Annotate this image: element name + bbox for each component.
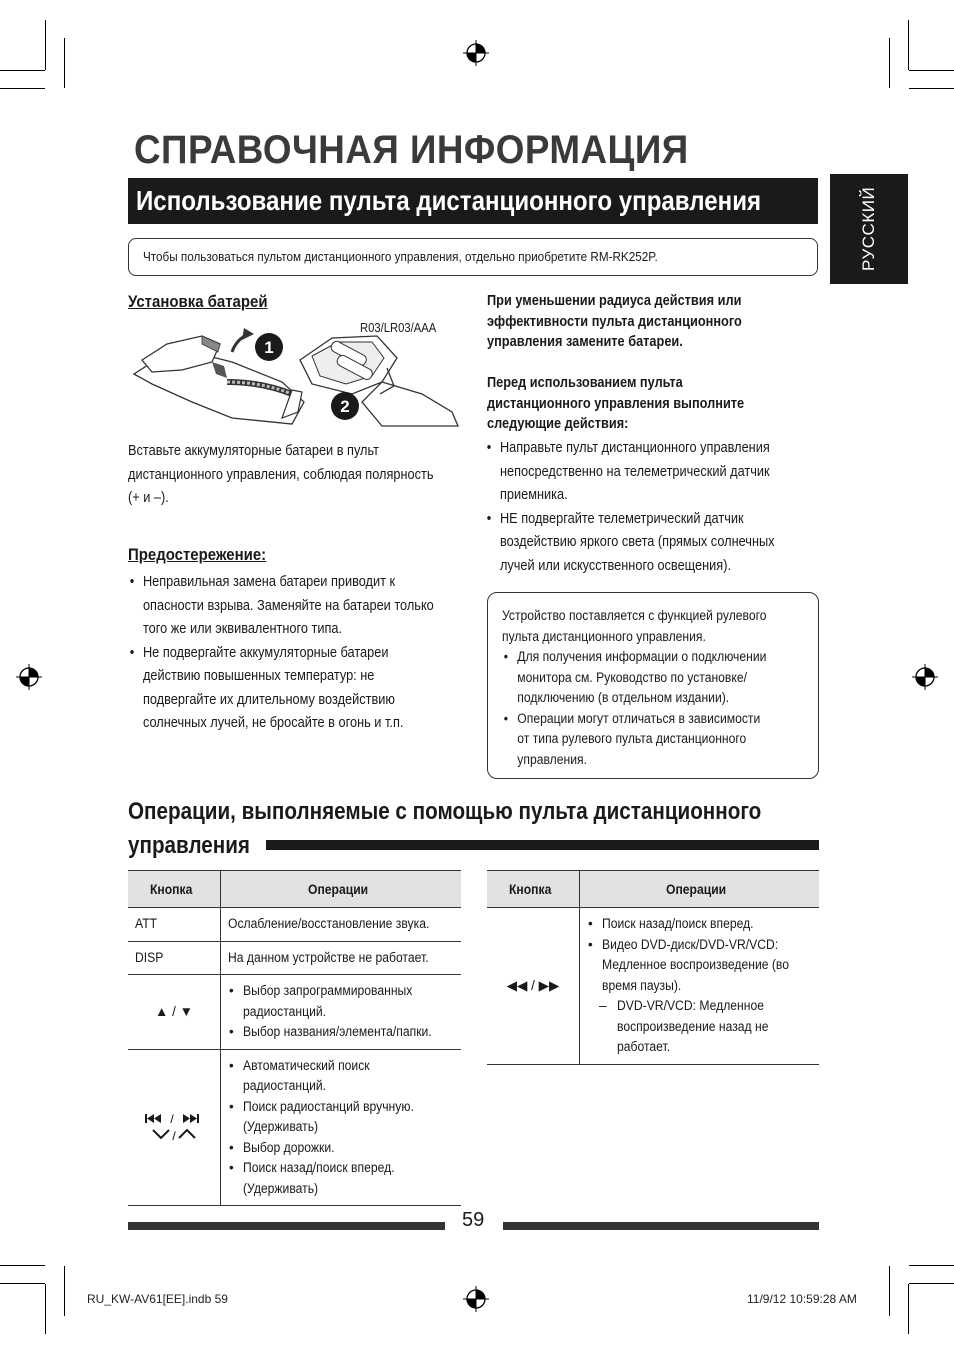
footer-timestamp: 11/9/12 10:59:28 AM	[747, 1292, 857, 1306]
column-header-operations: Операции	[580, 871, 820, 908]
language-tab-label: РУССКИЙ	[859, 186, 878, 272]
operations-table-right	[487, 870, 819, 1065]
list-item: • Выбор названия/элемента/папки.	[228, 1022, 454, 1043]
operations-heading: Операции, выполняемые с помощью пульта дистанционного управления	[128, 798, 762, 859]
list-item: – DVD-VR/VCD: Медленное воспроизведение назад не работает.	[587, 996, 812, 1058]
list-item: • Поиск назад/поиск вперед.	[587, 914, 812, 935]
step-2-label: 2	[340, 397, 350, 416]
list-item: • Поиск назад/поиск вперед. (Удерживать)	[228, 1158, 454, 1199]
caution-heading: Предостережение:	[128, 545, 267, 564]
note-text: Чтобы пользоваться пультом дистанционного управления, отдельно приобретите RM-RK252P.	[143, 249, 658, 264]
up-down-button: ▲ / ▼	[155, 1004, 193, 1020]
list-item: • Видео DVD-диск/DVD-VR/VCD: Медленное воспроизведение (во время паузы).	[587, 935, 812, 997]
battery-installation-illustration	[132, 322, 462, 428]
list-item: • Для получения информации о подключении монитора см. Руководство по установке/ подключению (в отдельном издании).	[502, 647, 767, 709]
table-row	[128, 941, 461, 975]
list-item: • Не подвергайте аккумуляторные батареи действию повышенных температур: не подвергайте их длительному воздействию солнечных лучей, не бросайте в огонь и т.п.	[128, 642, 454, 736]
crop-mark	[45, 1284, 46, 1334]
crop-mark	[908, 1284, 909, 1334]
before-use-note: Перед использованием пульта дистанционного управления выполните следующие действия:	[487, 375, 745, 432]
battery-heading: Установка батарей	[128, 292, 268, 311]
registration-mark-icon	[463, 1286, 489, 1312]
column-header-operations: Операции	[221, 871, 462, 908]
table-row	[128, 908, 461, 942]
svg-text:/: /	[172, 1128, 176, 1142]
crop-mark	[64, 38, 65, 88]
table-row	[487, 908, 819, 1065]
crop-mark	[909, 1265, 954, 1266]
footer-bar-right	[503, 1222, 819, 1230]
footer-file-name: RU_KW-AV61[EE].indb 59	[87, 1292, 228, 1306]
footer-bar-left	[128, 1222, 445, 1230]
battery-type-label: R03/LR03/AAA	[360, 321, 437, 335]
crop-mark	[909, 70, 954, 71]
operation-text: На данном устройстве не работает.	[228, 949, 429, 965]
column-header-button: Кнопка	[128, 871, 221, 908]
button-name: ATT	[135, 916, 158, 931]
list-item: • Выбор дорожки.	[228, 1138, 454, 1159]
page-title: СПРАВОЧНАЯ ИНФОРМАЦИЯ	[134, 128, 689, 172]
crop-mark	[908, 20, 909, 70]
table-row	[128, 1049, 461, 1206]
operations-heading-rule	[266, 840, 819, 850]
info-box-content: Устройство поставляется с функцией рулевого пульта дистанционного управления. • Для получения информации о подключении монитора см. Руководство по установке/ подключению (в отдельном издании). • Операции могут отличаться в зависимости от типа рулевого пульта дистанционного управления.	[502, 606, 767, 770]
battery-instruction: Вставьте аккумуляторные батареи в пульт дистанционного управления, соблюдая полярность (+ и –).	[128, 443, 434, 506]
button-name: DISP	[135, 949, 164, 965]
crop-mark	[909, 1283, 954, 1284]
section-title: Использование пульта дистанционного управления	[136, 185, 762, 216]
registration-mark-icon	[463, 40, 489, 66]
skip-and-cursor-buttons-icon	[139, 1110, 209, 1142]
list-item: • Операции могут отличаться в зависимости от типа рулевого пульта дистанционного управления.	[502, 709, 767, 771]
svg-text:/: /	[170, 1111, 174, 1126]
step-1-label: 1	[264, 338, 274, 357]
registration-mark-icon	[912, 664, 938, 690]
registration-mark-icon	[16, 664, 42, 690]
operation-text: Ослабление/восстановление звука.	[228, 916, 430, 931]
column-header-button: Кнопка	[487, 871, 580, 908]
list-item: • Направьте пульт дистанционного управления непосредственно на телеметрический датчик приемника.	[485, 437, 775, 508]
before-use-list	[485, 437, 775, 578]
crop-mark	[45, 20, 46, 70]
crop-mark	[889, 1266, 890, 1316]
range-note: При уменьшении радиуса действия или эффективности пульта дистанционного управления замените батареи.	[487, 293, 742, 350]
list-item: • Поиск радиостанций вручную. (Удерживать)	[228, 1097, 454, 1138]
caution-list	[128, 571, 454, 736]
crop-mark	[889, 38, 890, 88]
crop-mark	[909, 88, 954, 89]
list-item: • Автоматический поиск радиостанций.	[228, 1056, 454, 1097]
list-item: • НЕ подвергайте телеметрический датчик воздействию яркого света (прямых солнечных лучей или искусственного освещения).	[485, 508, 775, 579]
table-row	[128, 975, 461, 1050]
crop-mark	[0, 88, 45, 89]
page-number: 59	[462, 1209, 485, 1231]
crop-mark	[64, 1266, 65, 1316]
crop-mark	[0, 70, 45, 71]
rewind-fast-forward-button: ◀◀ / ▶▶	[506, 977, 560, 993]
list-item: • Неправильная замена батареи приводит к опасности взрыва. Заменяйте на батареи только того же или эквивалентного типа.	[128, 571, 454, 642]
crop-mark	[0, 1265, 45, 1266]
operations-table-left	[128, 870, 461, 1206]
crop-mark	[0, 1283, 45, 1284]
list-item: • Выбор запрограммированных радиостанций.	[228, 981, 454, 1022]
